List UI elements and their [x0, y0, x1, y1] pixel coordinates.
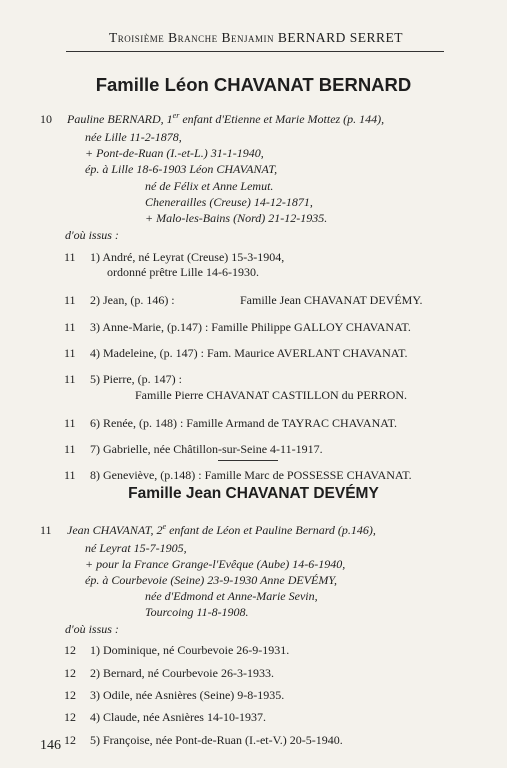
child-text: 4) Claude, née Asnières 14-10-1937.: [90, 710, 266, 724]
child-number: 12: [64, 643, 76, 657]
entry-ordinal-suffix: e: [162, 522, 167, 531]
child-number: 11: [64, 442, 76, 456]
child-text: 6) Renée, (p. 148) : Famille Armand de TAYRAC CHAVANAT.: [90, 416, 398, 430]
running-header: Troisième Branche Benjamin BERNARD SERRET: [108, 30, 404, 45]
child-number: 11: [64, 293, 76, 307]
entry-detail-line: + Malo-les-Bains (Nord) 21-12-1935.: [145, 211, 328, 225]
entry-detail-line: + pour la France Grange-l'Evêque (Aube) 14-6-1940,: [85, 557, 346, 571]
child-text: 4) Madeleine, (p. 147) : Fam. Maurice AVERLANT CHAVANAT.: [90, 346, 408, 360]
child-number: 11: [64, 320, 76, 334]
child-text: 1) Dominique, né Courbevoie 26-9-1931.: [90, 643, 290, 657]
child-number: 12: [64, 710, 76, 724]
entry-name-part: enfant d'Etienne et Marie Mottez (p. 144),: [179, 112, 385, 126]
entry-detail-line: né de Félix et Anne Lemut.: [145, 179, 274, 193]
child-number: 12: [64, 688, 76, 702]
entry-detail-line: ép. à Lille 18-6-1903 Léon CHAVANAT,: [85, 162, 278, 176]
entry-name-line: [67, 523, 376, 537]
child-text: 2) Jean, (p. 146) :: [90, 293, 175, 307]
child-text: 7) Gabrielle, née Châtillon-sur-Seine 4-11-1917.: [90, 442, 323, 456]
entry-name-part: Jean CHAVANAT, 2: [67, 523, 163, 537]
entry-detail-line: né Leyrat 15-7-1905,: [85, 541, 187, 555]
section-title-jean-chavanat-devemy: Famille Jean CHAVANAT DEVÉMY: [128, 485, 379, 502]
entry-number: 11: [40, 523, 52, 537]
child-text: 1) André, né Leyrat (Creuse) 15-3-1904,: [90, 250, 285, 264]
child-text: 5) Pierre, (p. 147) :: [90, 372, 182, 386]
child-number: 11: [64, 468, 76, 482]
child-text: 5) Françoise, née Pont-de-Ruan (I.-et-V.) 20-5-1940.: [90, 733, 343, 747]
child-number: 12: [64, 733, 76, 747]
child-number: 11: [64, 416, 76, 430]
child-number: 11: [64, 372, 76, 386]
entry-name-part: enfant de Léon et Pauline Bernard (p.146),: [166, 523, 376, 537]
child-family-ref: Famille Jean CHAVANAT DEVÉMY.: [240, 293, 423, 307]
entry-detail-line: née Lille 11-2-1878,: [85, 130, 182, 144]
entry-name-part: Pauline BERNARD, 1: [67, 112, 173, 126]
child-number: 11: [64, 346, 76, 360]
child-text: 3) Anne-Marie, (p.147) : Famille Philippe GALLOY CHAVANAT.: [90, 320, 411, 334]
child-number: 11: [64, 250, 76, 264]
child-number: 12: [64, 666, 76, 680]
child-text: 8) Geneviève, (p.148) : Famille Marc de POSSESSE CHAVANAT.: [90, 468, 412, 482]
section-divider: [218, 460, 278, 461]
issus-label: d'où issus :: [65, 622, 119, 636]
entry-detail-line: + Pont-de-Ruan (I.-et-L.) 31-1-1940,: [85, 146, 264, 160]
child-text-cont: ordonné prêtre Lille 14-6-1930.: [107, 265, 259, 279]
entry-ordinal-suffix: er: [172, 111, 180, 120]
entry-detail-line: ép. à Courbevoie (Seine) 23-9-1930 Anne DEVÉMY,: [85, 573, 337, 587]
entry-detail-line: Chenerailles (Creuse) 14-12-1871,: [145, 195, 313, 209]
entry-name-line: [67, 112, 384, 126]
child-text-cont: Famille Pierre CHAVANAT CASTILLON du PERRON.: [135, 388, 408, 402]
page-number: 146: [40, 738, 61, 753]
header-rule: [66, 51, 444, 52]
entry-detail-line: née d'Edmond et Anne-Marie Sevin,: [145, 589, 318, 603]
entry-number: 10: [40, 112, 52, 126]
section-title-leon-chavanat-bernard: Famille Léon CHAVANAT BERNARD: [95, 74, 412, 95]
issus-label: d'où issus :: [65, 228, 119, 242]
entry-detail-line: Tourcoing 11-8-1908.: [145, 605, 249, 619]
child-text: 3) Odile, née Asnières (Seine) 9-8-1935.: [90, 688, 285, 702]
child-text: 2) Bernard, né Courbevoie 26-3-1933.: [90, 666, 274, 680]
